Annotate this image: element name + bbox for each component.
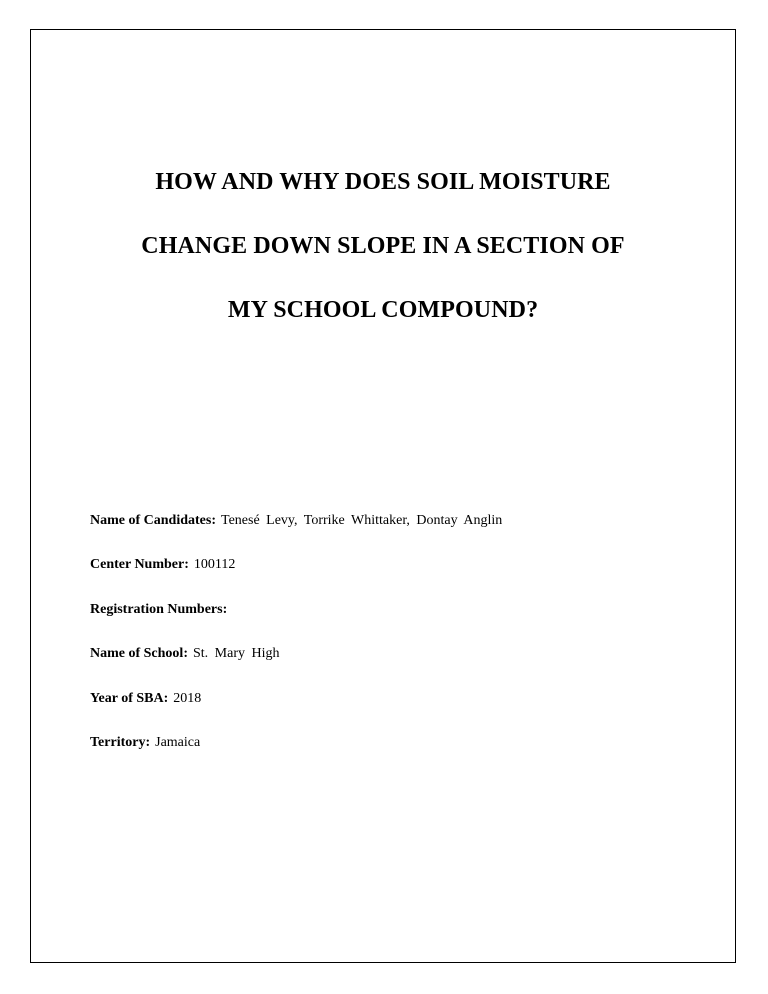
school-name-label: Name of School: xyxy=(90,646,188,661)
territory-label: Territory: xyxy=(90,735,151,750)
school-name-value: St. Mary High xyxy=(193,646,280,661)
center-number-label: Center Number: xyxy=(90,557,189,572)
registration-numbers-label: Registration Numbers: xyxy=(90,602,228,617)
registration-numbers-field xyxy=(90,601,232,619)
sba-year-label: Year of SBA: xyxy=(90,691,169,706)
school-name-field xyxy=(90,645,280,663)
candidates-label: Name of Candidates: xyxy=(90,513,216,528)
center-number-field xyxy=(90,556,235,574)
territory-field xyxy=(90,734,200,752)
title-line-1: HOW AND WHY DOES SOIL MOISTURE xyxy=(155,169,611,195)
title-line-2: CHANGE DOWN SLOPE IN A SECTION OF xyxy=(141,233,625,259)
territory-value: Jamaica xyxy=(155,735,201,750)
candidates-field xyxy=(90,512,502,530)
candidates-value: Tenesé Levy, Torrike Whittaker, Dontay Anglin xyxy=(221,513,503,528)
center-number-value: 100112 xyxy=(193,557,236,572)
sba-year-value: 2018 xyxy=(173,691,202,706)
title-line-3: MY SCHOOL COMPOUND? xyxy=(227,297,539,323)
sba-year-field xyxy=(90,690,201,708)
